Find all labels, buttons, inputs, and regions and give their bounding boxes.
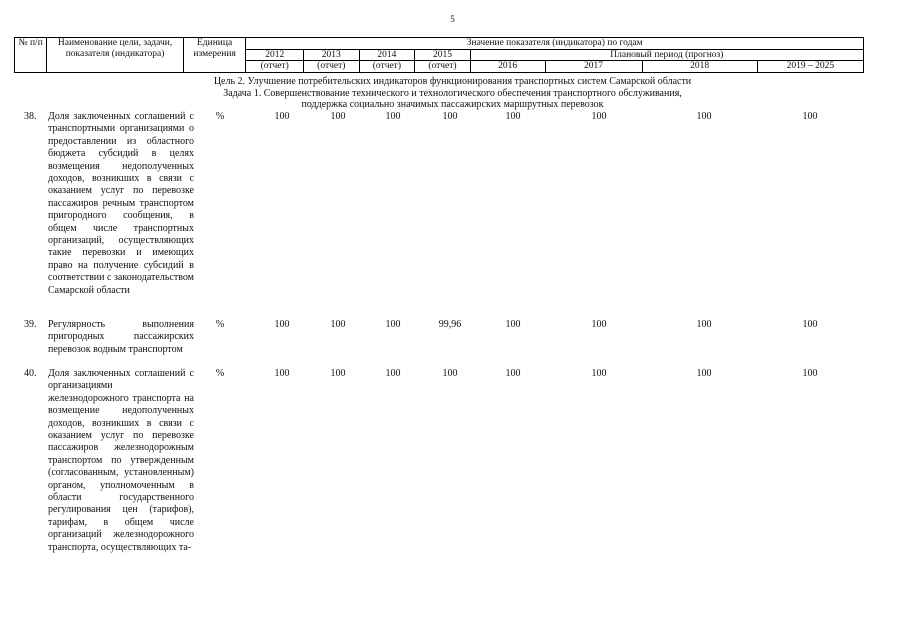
- plan-year-header: 2019 – 2025: [757, 61, 863, 73]
- value-cell: 100: [591, 368, 607, 379]
- value-cell: 100: [442, 368, 458, 379]
- value-cell: 100: [505, 111, 521, 122]
- goal-title: Цель 2. Улучшение потребительских индикаторов функционирования транспортных систем Самарской области: [213, 76, 692, 87]
- value-cell: 100: [696, 368, 712, 379]
- value-cell: 100: [505, 319, 521, 330]
- row-number: 39.: [24, 319, 37, 330]
- year-header: 2012: [246, 49, 304, 61]
- value-cell: 100: [385, 319, 401, 330]
- report-label: (отчет): [246, 61, 304, 73]
- row-number: 38.: [24, 111, 37, 122]
- value-cell: 100: [591, 319, 607, 330]
- col-num-header: № п/п: [15, 38, 47, 73]
- value-cell: 99,96: [438, 319, 462, 330]
- value-cell: 100: [274, 368, 290, 379]
- page-number: 5: [450, 14, 455, 24]
- value-cell: 100: [442, 111, 458, 122]
- value-cell: 100: [696, 111, 712, 122]
- indicator-name: Регулярность выполнения пригородных пассажирских перевозок водным транспортом: [48, 319, 194, 355]
- indicator-name: Доля заключенных соглашений с транспортными организациями о предоставлении из областного бюджета субсидий в целях возмещения недополученных доходов, возникших в связи с оказанием услуг по перевозке пассажиров речным транспортом пригородного сообщения, в общем числе транспортных организаций, осуществляющих такие перевозки и имеющих право на получение субсидий в соответствии с законодательством Самарской области: [48, 111, 194, 296]
- col-unit-header: Единица измерения: [183, 38, 246, 73]
- year-header: 2015: [415, 49, 471, 61]
- indicator-name: Доля заключенных соглашений с организациями железнодорожного транспорта на возмещение недополученных доходов, возникших в связи с оказанием услуг по перевозке пассажиров железнодорожным транспортом по утвержденным (согласованным, установленным) органом, уполномоченным в области государственного регулирования цен (тарифов), тарифам, в общем числе организаций железнодорожного транспорта, осуществляющих та-: [48, 368, 194, 553]
- value-cell: 100: [591, 111, 607, 122]
- report-label: (отчет): [415, 61, 471, 73]
- value-cell: 100: [802, 319, 818, 330]
- col-name-header: Наименование цели, задачи, показателя (индикатора): [47, 38, 183, 73]
- values-group-header: Значение показателя (индикатора) по годам: [246, 38, 864, 50]
- plan-group-header: Плановый период (прогноз): [470, 49, 863, 61]
- year-header: 2014: [359, 49, 415, 61]
- value-cell: 100: [802, 111, 818, 122]
- plan-year-header: 2018: [642, 61, 757, 73]
- value-cell: 100: [385, 111, 401, 122]
- value-cell: 100: [696, 319, 712, 330]
- value-cell: 100: [274, 319, 290, 330]
- unit-cell: %: [215, 368, 225, 379]
- value-cell: 100: [505, 368, 521, 379]
- value-cell: 100: [385, 368, 401, 379]
- plan-year-header: 2017: [545, 61, 642, 73]
- plan-year-header: 2016: [470, 61, 545, 73]
- report-label: (отчет): [359, 61, 415, 73]
- value-cell: 100: [330, 368, 346, 379]
- unit-cell: %: [215, 111, 225, 122]
- task-title-line-2: поддержка социально значимых пассажирских маршрутных перевозок: [301, 99, 604, 110]
- report-label: (отчет): [304, 61, 360, 73]
- table-header: [14, 37, 864, 77]
- value-cell: 100: [330, 319, 346, 330]
- value-cell: 100: [330, 111, 346, 122]
- year-header: 2013: [304, 49, 360, 61]
- row-number: 40.: [24, 368, 37, 379]
- task-title-line-1: Задача 1. Совершенствование технического и технологического обеспечения транспортного обслуживания,: [223, 88, 682, 99]
- unit-cell: %: [215, 319, 225, 330]
- value-cell: 100: [274, 111, 290, 122]
- value-cell: 100: [802, 368, 818, 379]
